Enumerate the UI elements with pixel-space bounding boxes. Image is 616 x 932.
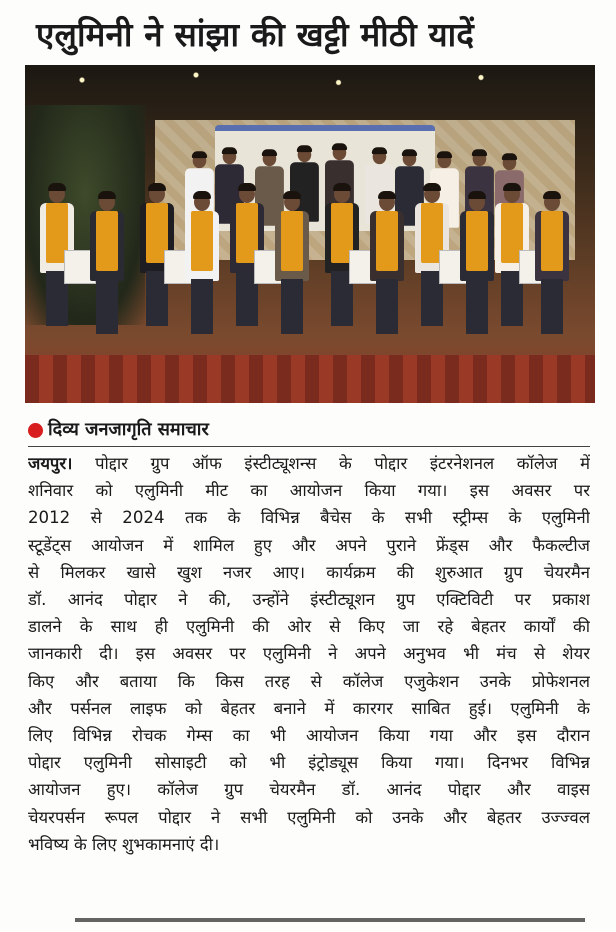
article-body bbox=[28, 450, 590, 858]
article-line: भविष्य के लिए शुभकामनाएं दी। bbox=[28, 834, 220, 854]
article-line: लिए विभिन्न रोचक गेम्स का भी आयोजन किया गया और इस दौरान bbox=[28, 726, 590, 746]
red-dot-icon bbox=[28, 423, 43, 438]
article-line: आयोजन हुए। कॉलेज ग्रुप चेयरमैन डॉ. आनंद पोद्दार और वाइस bbox=[28, 780, 590, 800]
dateline-row bbox=[28, 418, 590, 447]
article-line: शनिवार को एलुमिनी मीट का आयोजन किया गया। इस अवसर पर bbox=[28, 481, 590, 501]
article-line: जानकारी दी। इस अवसर पर एलुमिनी ने अपने अनुभव भी मंच से शेयर bbox=[28, 644, 590, 664]
article-line: स्टूडेंट्स आयोजन में शामिल हुए और अपने पुराने फ्रेंड्स और फैकल्टीज bbox=[28, 535, 590, 555]
carpet bbox=[25, 355, 595, 403]
group-photo bbox=[25, 65, 595, 403]
article-line-1-text: पोद्दार ग्रुप ऑफ इंस्टीट्यूशन्स के पोद्दार इंटरनेशनल कॉलेज में bbox=[72, 454, 590, 473]
article-line: चेयरपर्सन रूपल पोद्दार ने सभी एलुमिनी को उनके और बेहतर उज्ज्वल bbox=[28, 807, 590, 827]
article-line: 2012 से 2024 तक के विभिन्न बैचेस के सभी स्ट्रीम्स के एलुमिनी bbox=[28, 508, 590, 528]
article-line: पोद्दार एलुमिनी सोसाइटी को भी इंट्रोड्यूस किया गया। दिनभर विभिन्न bbox=[28, 753, 590, 773]
article-line: डालने के साथ ही एलुमिनी की ओर से किए जा रहे बेहतर कार्यों की bbox=[28, 617, 590, 637]
article-line: से मिलकर खासे खुश नजर आए। कार्यक्रम की शुरुआत ग्रुप चेयरमैन bbox=[28, 562, 590, 582]
dateline: दिव्य जनजागृति समाचार bbox=[48, 419, 209, 440]
article-line: किए और बताया कि किस तरह से कॉलेज एजुकेशन उनके प्रोफेशनल bbox=[28, 671, 590, 691]
article-line: डॉ. आनंद पोद्दार ने की, उन्होंने इंस्टीट्यूशन ग्रुप एक्टिविटी पर प्रकाश bbox=[28, 590, 590, 610]
article-line-1 bbox=[28, 450, 590, 477]
next-headline-cutoff bbox=[75, 918, 585, 932]
article-line: और पर्सनल लाइफ को बेहतर बनाने में कारगर साबित हुई। एलुमिनी के bbox=[28, 698, 590, 718]
headline: एलुमिनी ने सांझा की खट्टी मीठी यादें bbox=[36, 15, 475, 54]
article-city: जयपुर। bbox=[28, 454, 73, 473]
